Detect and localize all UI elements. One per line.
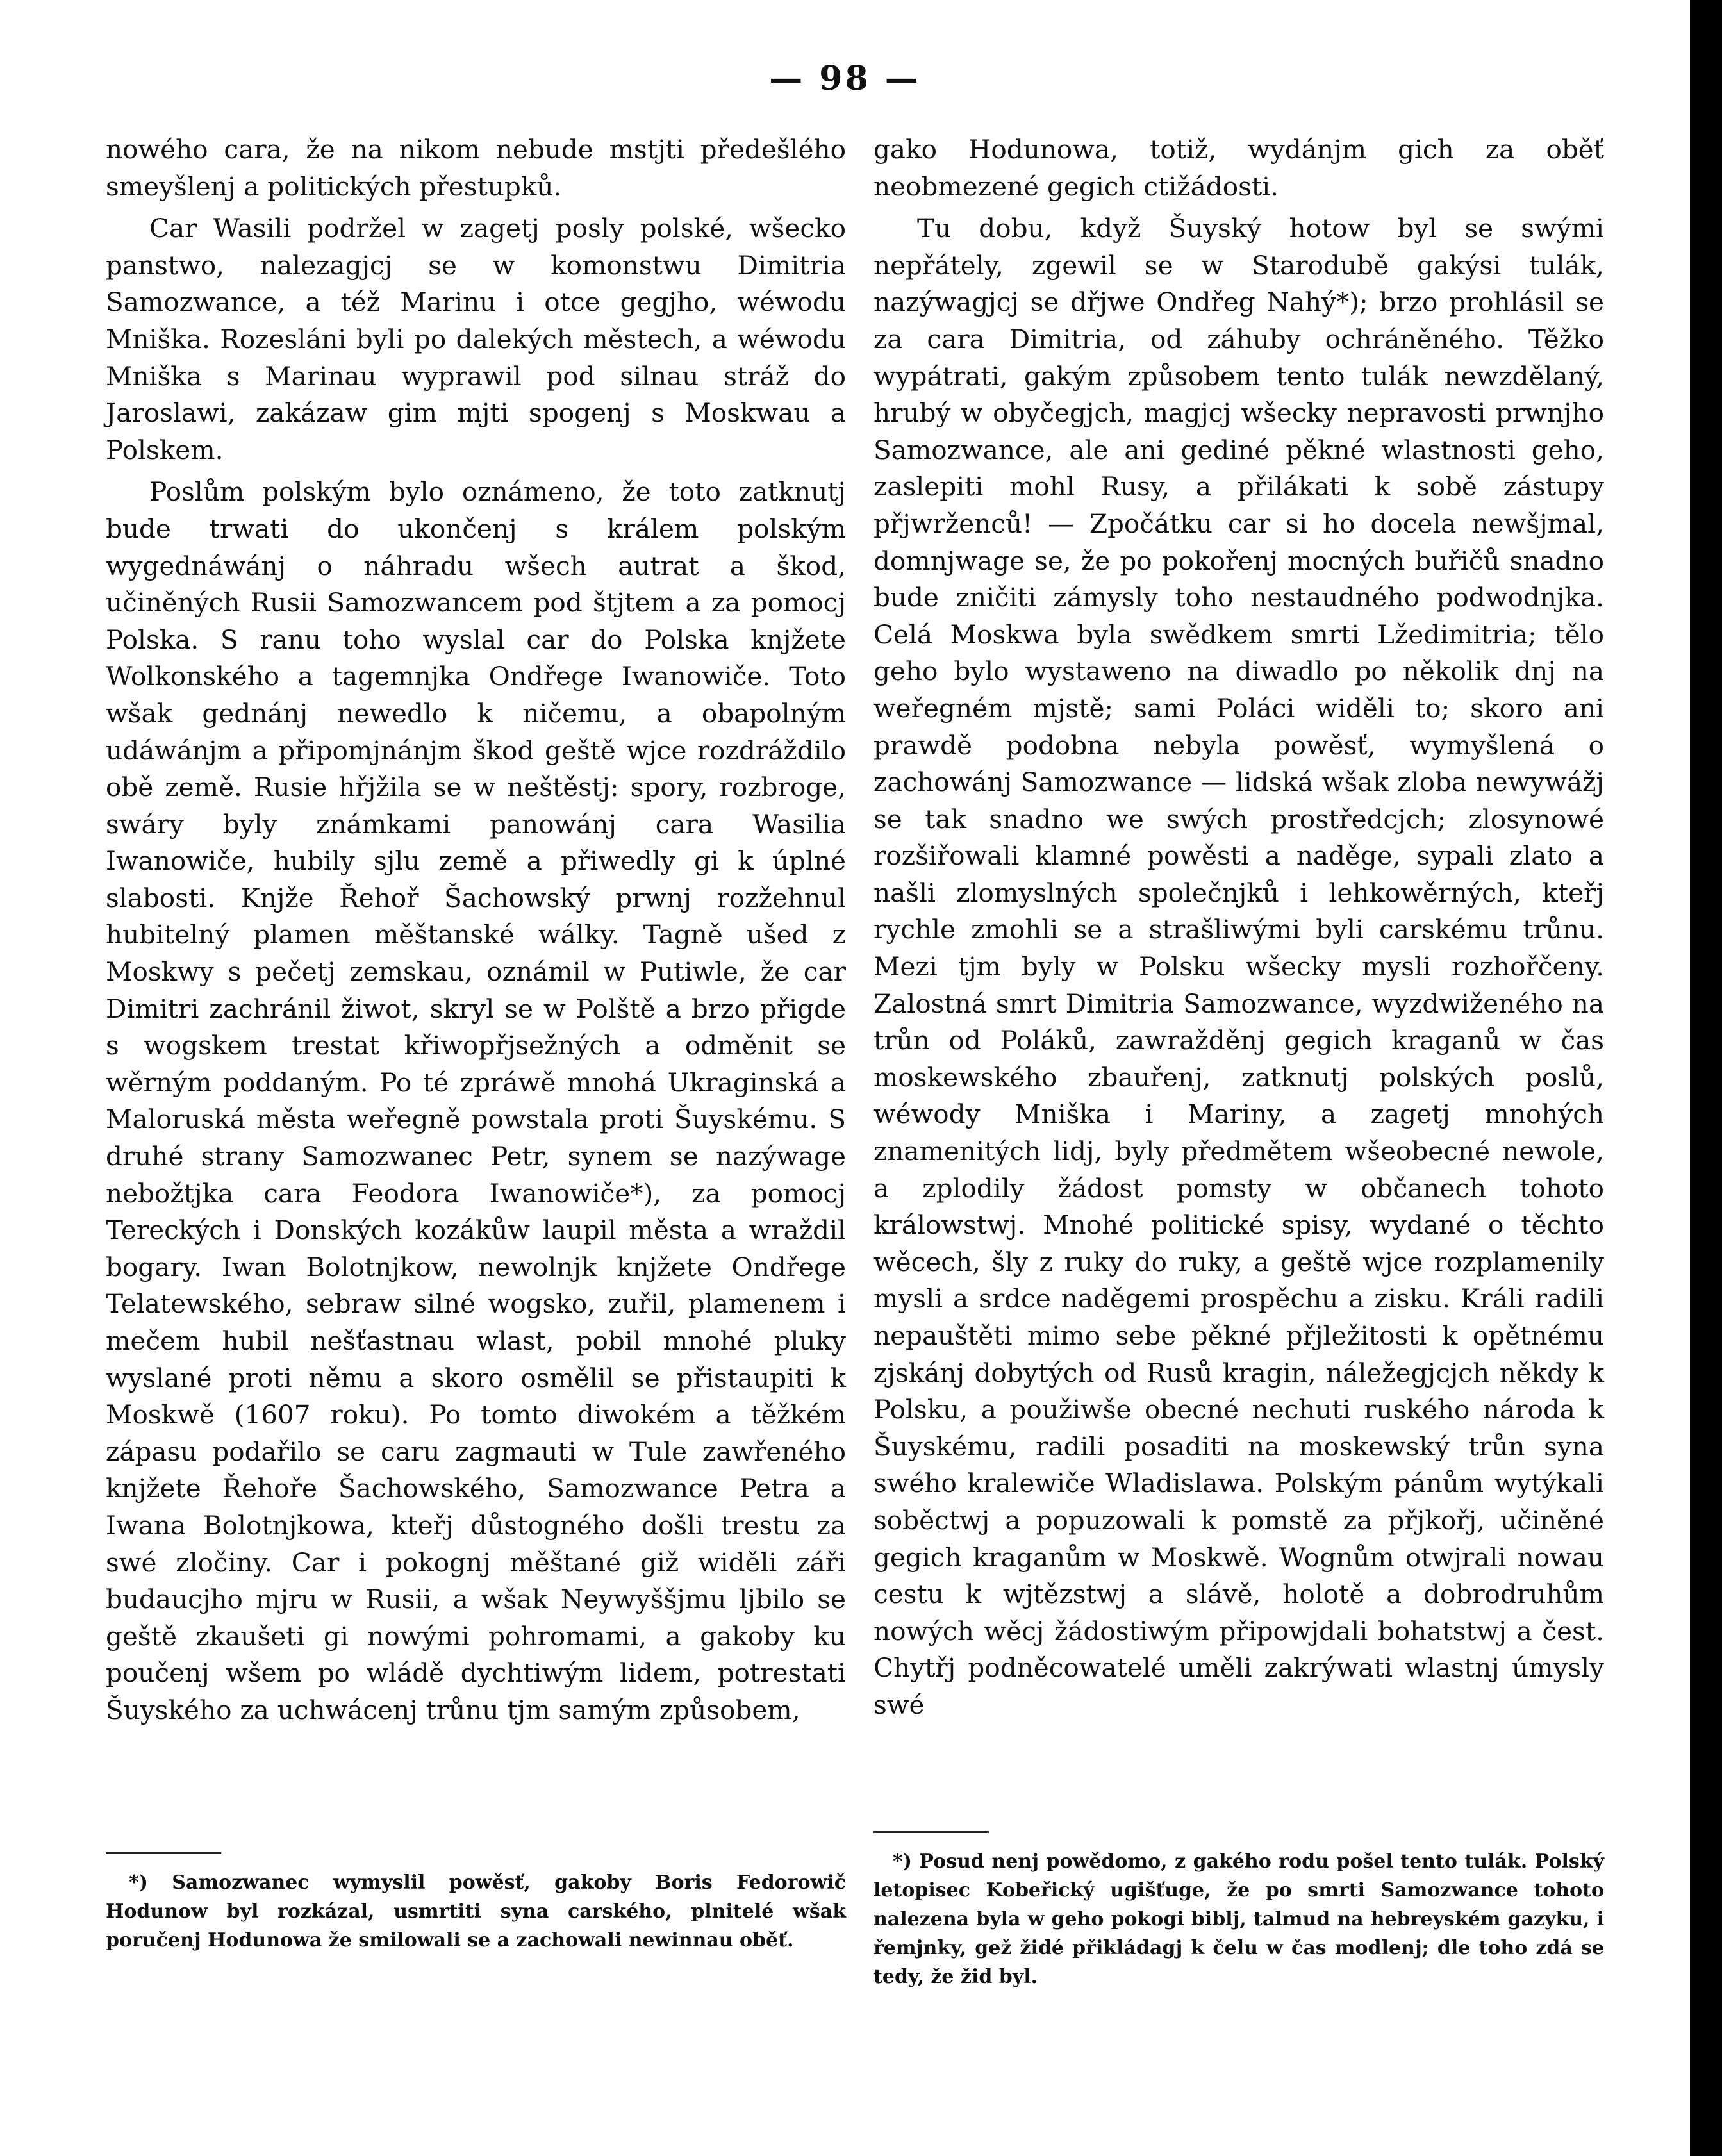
scan-dark-edge	[1690, 0, 1722, 2156]
left-paragraph-2: Car Wasili podržel w zagetj posly polské, wšecko panstwo, nalezagjcj se w komonstwu Dimitria Samozwance, a též Marinu i otce gegjho, wéwodu Mniška. Rozesláni byli po dalekých městech, a wéwodu Mniška s Marinau wyprawil pod silnau stráž do Jaroslawi, zakázaw gim mjti spogenj s Moskwau a Polskem.	[106, 213, 846, 465]
right-column	[873, 131, 1604, 1724]
right-footnote-divider	[873, 1831, 989, 1833]
page-number: — 98 —	[769, 59, 921, 98]
left-footnote: *) Samozwanec wymyslil powěsť, gakoby Boris Fedorowič Hodunow byl rozkázal, usmrtiti syna carského, plnitelé wšak poručenj Hodunowa že smilowali se a zachowali newinnau oběť.	[106, 1871, 846, 1952]
right-paragraph-2: Tu dobu, když Šuyský hotow byl se swými nepřátely, zgewil se w Starodubě gakýsi tulák, nazýwagjcj se dřjwe Ondřeg Nahý*); brzo prohlásil se za cara Dimitria, od záhuby ochráněného. Těžko wypátrati, gakým způsobem tento tulák newzdělaný, hrubý w obyčegjch, magjcj wšecky nepravosti prwnjho Samozwance, ale ani gediné pěkné wlastnosti geho, zaslepiti mohl Rusy, a přilákati k sobě zástupy přjwrženců! — Zpočátku car si ho docela newšjmal, domnjwage se, že po pokořenj mocných buřičů snadno bude zničiti zámysly toho nestaudného podwodnjka. Celá Moskwa byla swědkem smrti Lžedimitria; tělo geho bylo wystaweno na diwadlo po několik dnj na weřegném mjstě; sami Poláci widěli to; skoro ani prawdě podobna nebyla powěsť, wymyšlená o zachowánj Samozwance — lidská wšak zloba newywážj se tak snadno we swých prostředcjch; zlosynowé rozšiřowali klamné powěsti a naděge, sypali zlato a našli zlomyslných společnjků i lehkowěrných, kteřj rychle zmohli se a strašliwými byli carskému trůnu. Mezi tjm byly w Polsku wšecky mysli rozhořčeny. Zalostná smrt Dimitria Samozwance, wyzdwiženého na trůn od Poláků, zawražděnj gegich kraganů w čas moskewského zbauřenj, zatknutj polských poslů, wéwody Mniška i Mariny, a zagetj mnohých znamenitých lidj, byly předmětem wšeobecné newole, a zplodily žádost pomsty w občanech tohoto králowstwj. Mnohé politické spisy, wydané o těchto wěcech, šly z ruky do ruky, a geště wjce rozplamenily mysli a srdce naděgemi prospěchu a zisku. Králi radili nepauštěti mimo sebe pěkné přjležitosti k opětnému zjskánj dobytých od Rusů kragin, náležegjcjch někdy k Polsku, a použiwše obecné nechuti ruského národa k Šuyskému, radili posaditi na moskewský trůn syna swého kralewiče Wladislawa. Polským pánům wytýkali soběctwj a popuzowali k pomstě za přjkořj, učiněné gegich kraganům w Moskwě. Wognům otwjrali nowau cestu k wjtězstwj a slávě, holotě a dobrodruhům nowých wěcj žádostiwým připowjdali bohatstwj a čest. Chytřj podněcowatelé uměli zakrýwati wlastnj úmysly swé	[873, 213, 1604, 1720]
right-footnote: *) Posud nenj powědomo, z gakého rodu pošel tento tulák. Polský letopisec Kobeřický ugišťuge, že po smrti Samozwance tohoto nalezena byla w geho pokogi biblj, talmud na hebreyském gazyku, i řemjnky, gež židé přikládagj k čelu w čas modlenj; dle toho zdá se tedy, že žid byl.	[873, 1850, 1604, 1988]
left-paragraph-1: nowého cara, že na nikom nebude mstjti předešlého smeyšlenj a politických přestupků.	[106, 134, 846, 202]
right-paragraph-1: gako Hodunowa, totiž, wydánjm gich za oběť neobmezené gegich ctižádosti.	[873, 134, 1604, 202]
left-footnote-divider	[106, 1852, 221, 1854]
left-column	[106, 131, 846, 1729]
left-paragraph-3: Poslům polským bylo oznámeno, že toto zatknutj bude trwati do ukončenj s králem polským wygednáwánj o náhradu wšech autrat a škod, učiněných Rusii Samozwancem pod štjtem a za pomocj Polska. S ranu toho wyslal car do Polska knjžete Wolkonského a tagemnjka Ondřege Iwanowiče. Toto wšak gednánj newedlo k ničemu, a obapolným udáwánjm a připomjnánjm škod geště wjce rozdráždilo obě země. Rusie hřjžila se w neštěstj: spory, rozbroge, swáry byly známkami panowánj cara Wasilia Iwanowiče, hubily sjlu země a přiwedly gi k úplné slabosti. Knjže Řehoř Šachowský prwnj rozžehnul hubitelný plamen měštanské wálky. Tagně ušed z Moskwy s pečetj zemskau, oznámil w Putiwle, že car Dimitri zachránil žiwot, skryl se w Polště a brzo přigde s wogskem trestat křiwopřjsežných a odměnit se wěrným poddaným. Po té zpráwě mnohá Ukraginská a Maloruská města weřegně powstala proti Šuyskému. S druhé strany Samozwanec Petr, synem se nazýwage nebožtjka cara Feodora Iwanowiče*), za pomocj Tereckých i Donských kozákůw laupil města a wraždil bogary. Iwan Bolotnjkow, newolnjk knjžete Ondřege Telatewského, sebraw silné wogsko, zuřil, plamenem i mečem hubil nešťastnau wlast, pobil mnohé pluky wyslané proti němu a skoro osmělil se přistaupiti k Moskwě (1607 roku). Po tomto diwokém a těžkém zápasu podařilo se caru zagmauti w Tule zawřeného knjžete Řehoře Šachowského, Samozwance Petra a Iwana Bolotnjkowa, kteřj důstogného došli trestu za swé zločiny. Car i pokognj měštané giž widěli záři budaucjho mjru w Rusii, a wšak Neywyššjmu ljbilo se geště zkaušeti gi nowými pohromami, a gakoby ku poučenj wšem po wládě dychtiwým lidem, potrestati Šuyského za uchwácenj trůnu tjm samým způsobem,	[106, 476, 846, 1725]
